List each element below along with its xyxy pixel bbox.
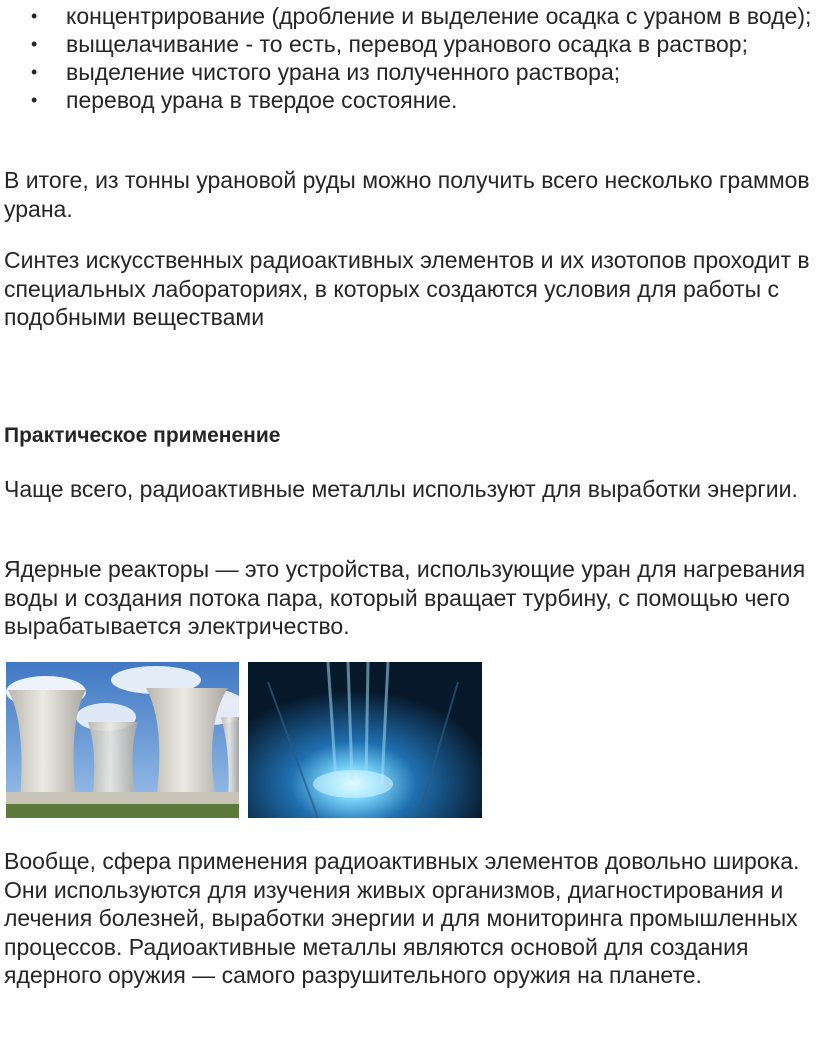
list-item-text: выделение чистого урана из полученного раствора; bbox=[66, 59, 621, 85]
list-item bbox=[0, 2, 812, 30]
list-item bbox=[0, 30, 812, 58]
paragraph-uranium-yield: В итоге, из тонны урановой руды можно получить всего несколько граммов урана. bbox=[4, 167, 810, 222]
list-item bbox=[0, 86, 812, 114]
section-heading: Практическое применение bbox=[4, 424, 281, 447]
bullet-marker: • bbox=[31, 90, 38, 110]
paragraph-synthesis: Синтез искусственных радиоактивных элементов и их изотопов проходит в специальных лабораториях, в которых создаются условия для работы с подобными веществами bbox=[4, 247, 810, 330]
cooling-towers-photo bbox=[6, 662, 239, 818]
list-item-text: перевод урана в твердое состояние. bbox=[66, 87, 458, 113]
bullet-marker: • bbox=[31, 6, 38, 26]
bullet-marker: • bbox=[31, 62, 38, 82]
bullet-marker: • bbox=[31, 34, 38, 54]
paragraph-energy: Чаще всего, радиоактивные металлы используют для выработки энергии. bbox=[4, 476, 798, 502]
reactor-core-photo bbox=[248, 662, 482, 818]
process-steps-list bbox=[0, 2, 812, 114]
paragraph-applications: Вообще, сфера применения радиоактивных элементов довольно широка. Они используются для изучения живых организмов, диагностирования и лечения болезней, выработки энергии и для мониторинга промышленных процессов. Радиоактивные металлы являются основой для создания ядерного оружия — самого разрушительного оружия на планете. bbox=[4, 848, 800, 988]
list-item bbox=[0, 58, 812, 86]
paragraph-reactors: Ядерные реакторы — это устройства, использующие уран для нагревания воды и создания потока пара, который вращает турбину, с помощью чего вырабатывается электричество. bbox=[4, 556, 806, 639]
list-item-text: выщелачивание - то есть, перевод уранового осадка в раствор; bbox=[66, 31, 748, 57]
list-item-text: концентрирование (дробление и выделение осадка с ураном в воде); bbox=[66, 3, 812, 29]
